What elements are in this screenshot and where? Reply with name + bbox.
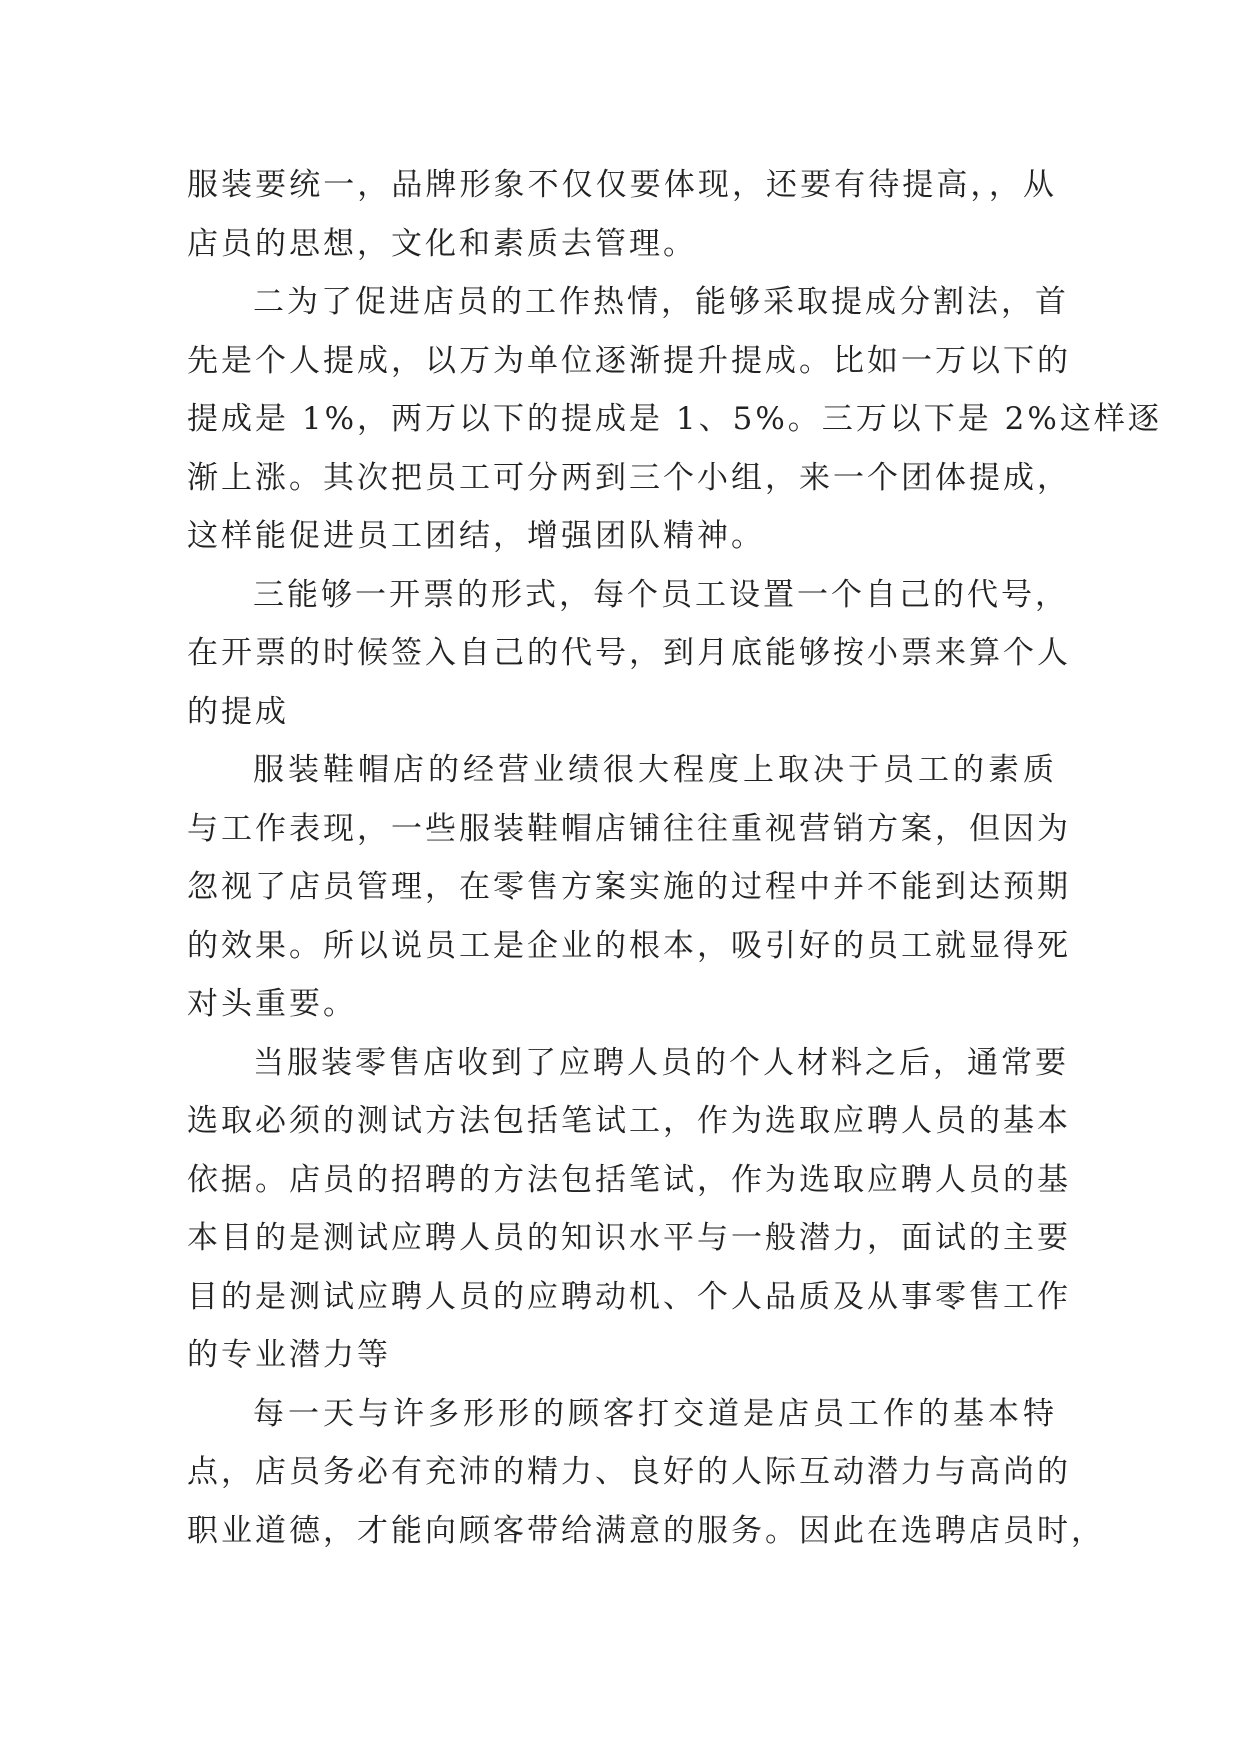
text-line: 依据。店员的招聘的方法包括笔试，作为选取应聘人员的基 [187, 1161, 1071, 1198]
text-line: 的效果。所以说员工是企业的根本，吸引好的员工就显得死 [187, 927, 1071, 964]
text-line: 当服装零售店收到了应聘人员的个人材料之后，通常要 [253, 1044, 1069, 1081]
text-line: 先是个人提成，以万为单位逐渐提升提成。比如一万以下的 [187, 342, 1071, 379]
text-line: 在开票的时候签入自己的代号，到月底能够按小票来算个人 [187, 635, 1071, 671]
text-line: 本目的是测试应聘人员的知识水平与一般潜力，面试的主要 [187, 1220, 1071, 1256]
text-line: 每一天与许多形形的顾客打交道是店员工作的基本特 [253, 1395, 1057, 1432]
paragraph [187, 1385, 1105, 1561]
text-line: 的专业潜力等 [187, 1337, 391, 1373]
text-line: 三能够一开票的形式，每个员工设置一个自己的代号， [253, 576, 1069, 613]
text-line: 服装鞋帽店的经营业绩很大程度上取决于员工的素质 [253, 752, 1057, 788]
text-line: 这样能促进员工团结，增强团队精神。 [187, 518, 765, 554]
text-line: 的提成 [187, 693, 289, 730]
text-line: 点，店员务必有充沛的精力、良好的人际互动潜力与高尚的 [187, 1454, 1071, 1490]
text-line: 选取必须的测试方法包括笔试工，作为选取应聘人员的基本 [187, 1103, 1071, 1139]
text-line: 职业道德，才能向顾客带给满意的服务。因此在选聘店员时， [187, 1512, 1105, 1549]
text-line: 目的是测试应聘人员的应聘动机、个人品质及从事零售工作 [187, 1278, 1071, 1315]
paragraph [187, 566, 1071, 742]
paragraph [187, 1034, 1071, 1385]
paragraph [187, 273, 1162, 566]
text-line: 渐上涨。其次把员工可分两到三个小组，来一个团体提成， [187, 459, 1071, 496]
text-line: 二为了促进店员的工作热情，能够采取提成分割法，首 [253, 284, 1069, 320]
paragraph [187, 741, 1071, 1034]
text-line: 服装要统一，品牌形象不仅仅要体现，还要有待提高，，从 [187, 167, 1057, 203]
text-line: 与工作表现，一些服装鞋帽店铺往往重视营销方案，但因为 [187, 810, 1071, 847]
text-line: 店员的思想，文化和素质去管理。 [187, 225, 697, 262]
paragraph [187, 156, 1057, 273]
text-line: 忽视了店员管理，在零售方案实施的过程中并不能到达预期 [187, 869, 1071, 905]
document-body [187, 156, 1162, 1560]
text-line: 提成是 1%，两万以下的提成是 1、5%。三万以下是 2%这样逐 [187, 401, 1162, 437]
text-line: 对头重要。 [187, 986, 357, 1022]
